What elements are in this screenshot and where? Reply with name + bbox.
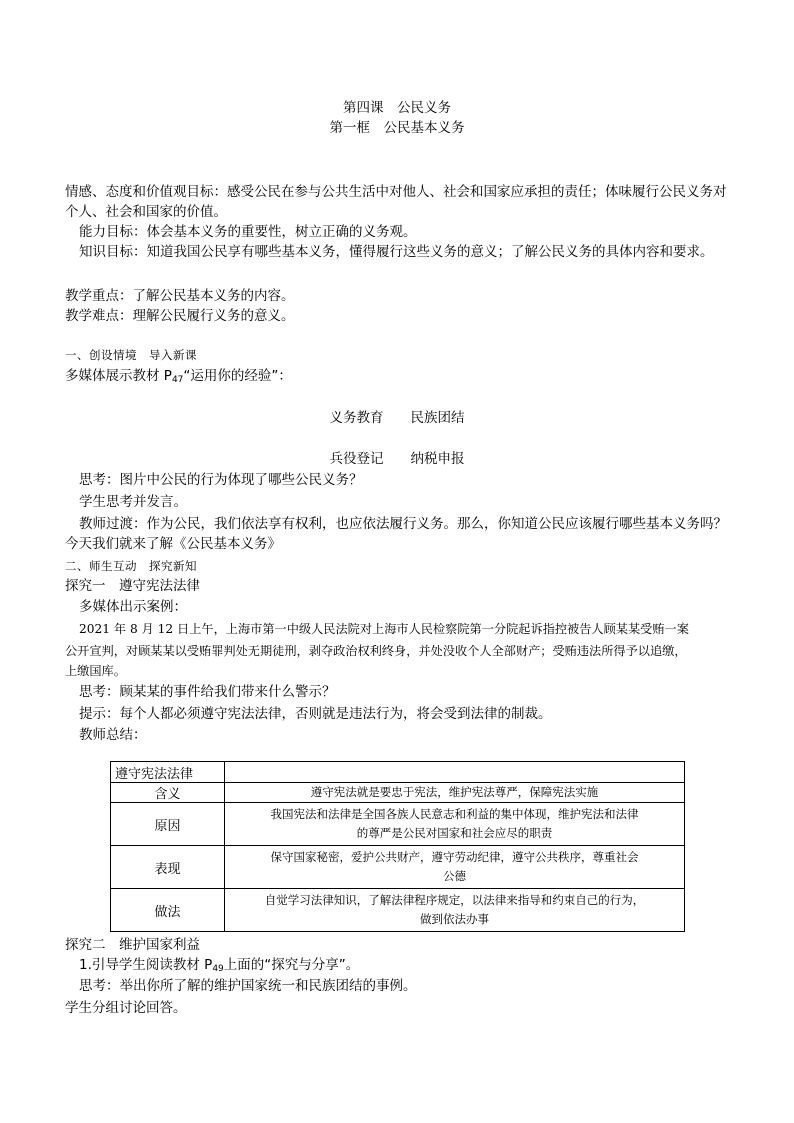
table-key-meaning: 含义 <box>111 783 225 803</box>
meaning-text: 遵守宪法就是要忠于宪法，维护宪法尊严，保障宪法实施 <box>310 785 599 799</box>
case-line3: 上缴国库。 <box>65 664 126 678</box>
explore2-think: 思考：举出你所了解的维护国家统一和民族团结的事例。 <box>79 978 417 994</box>
reason-text-line1: 我国宪法和法律是全国各族人民意志和利益的集中体现，维护宪法和法律 <box>270 807 639 821</box>
section1-heading: 一、创设情境 导入新课 <box>65 348 197 362</box>
table-key-method: 做法 <box>111 889 225 932</box>
teacher-transition-line1: 教师过渡：作为公民，我们依法享有权利，也应依法履行义务。那么，你知道公民应该履行哪些基本义务吗？ <box>79 516 727 532</box>
goal-emotion-line1: 情感、态度和价值观目标：感受公民在参与公共生活中对他人、社会和国家应承担的责任；体味履行公民义务对 <box>65 184 727 200</box>
method-text-line2: 做到依法办事 <box>420 912 489 926</box>
table-row <box>111 889 685 932</box>
summary-table <box>110 761 685 932</box>
summary-label: 教师总结： <box>79 727 147 743</box>
lesson-subtitle: 第一框 公民基本义务 <box>329 120 465 136</box>
table-value-method <box>225 889 685 932</box>
goal-knowledge: 知识目标：知道我国公民享有哪些基本义务，懂得履行这些义务的意义；了解公民义务的具体内容和要求。 <box>79 244 714 260</box>
table-value-meaning <box>225 783 685 803</box>
table-row <box>111 803 685 846</box>
intro-text: 多媒体展示教材 P <box>65 368 172 384</box>
guide-page-number: 49 <box>212 964 224 974</box>
case-line1: 2021 年 8 月 12 日上午，上海市第一中级人民法院对上海市人民检察院第一分院起诉指控被告人顾某某受贿一案 <box>79 622 689 636</box>
teaching-difficulty: 教学难点：理解公民履行义务的意义。 <box>65 308 295 324</box>
intro-page-number: 47 <box>171 375 184 385</box>
section1-intro <box>65 367 292 389</box>
teacher-transition-line2: 今天我们就来了解《公民基本义务》 <box>65 536 281 552</box>
reason-text-line2: 的尊严是公民对国家和社会应尽的职责 <box>356 826 553 840</box>
guide-text-end: 上面的“探究与分享”。 <box>223 957 360 973</box>
explore1-title: 探究一 遵守宪法法律 <box>65 578 200 594</box>
explore1-show: 多媒体出示案例： <box>79 599 187 615</box>
explore2-guide <box>79 956 359 978</box>
explore1-hint: 提示：每个人都必须遵守宪法法律，否则就是违法行为，将会受到法律的制裁。 <box>79 706 552 722</box>
lesson-title: 第四课 公民义务 <box>343 100 451 116</box>
table-key-performance: 表现 <box>111 846 225 889</box>
performance-text-line2: 公德 <box>443 869 466 883</box>
goal-emotion-line2: 个人、社会和国家的价值。 <box>65 204 227 220</box>
intro-text-end: “运用你的经验”： <box>183 368 292 384</box>
method-text-line1: 自觉学习法律知识，了解法律程序规定，以法律来指导和约束自己的行为， <box>264 893 645 907</box>
table-header-cell: 遵守宪法法律 <box>111 762 225 783</box>
goal-ability: 能力目标：体会基本义务的重要性，树立正确的义务观。 <box>79 224 417 240</box>
pictures-row2: 兵役登记 纳税申报 <box>329 451 465 467</box>
section2-heading: 二、师生互动 探究新知 <box>65 559 197 573</box>
explore2-answer: 学生分组讨论回答。 <box>65 1000 187 1016</box>
explore2-title: 探究二 维护国家利益 <box>65 937 200 953</box>
table-value-performance <box>225 846 685 889</box>
performance-text-line1: 保守国家秘密，爱护公共财产，遵守劳动纪律，遵守公共秩序，尊重社会 <box>270 850 639 864</box>
table-row <box>111 846 685 889</box>
explore1-think: 思考：顾某某的事件给我们带来什么警示？ <box>79 684 336 700</box>
section1-think: 思考：图片中公民的行为体现了哪些公民义务？ <box>79 472 363 488</box>
table-key-reason: 原因 <box>111 803 225 846</box>
guide-text: 1.引导学生阅读教材 P <box>79 957 213 973</box>
teaching-focus: 教学重点：了解公民基本义务的内容。 <box>65 288 295 304</box>
pictures-row1: 义务教育 民族团结 <box>329 410 465 426</box>
table-header-empty <box>225 762 685 783</box>
case-line2: 公开宣判，对顾某某以受贿罪判处无期徒刑，剥夺政治权利终身，并处没收个人全部财产；受贿违法所得予以追缴， <box>65 644 687 658</box>
section1-student: 学生思考并发言。 <box>79 494 187 510</box>
table-value-reason <box>225 803 685 846</box>
table-header-row <box>111 762 685 783</box>
table-row <box>111 783 685 803</box>
